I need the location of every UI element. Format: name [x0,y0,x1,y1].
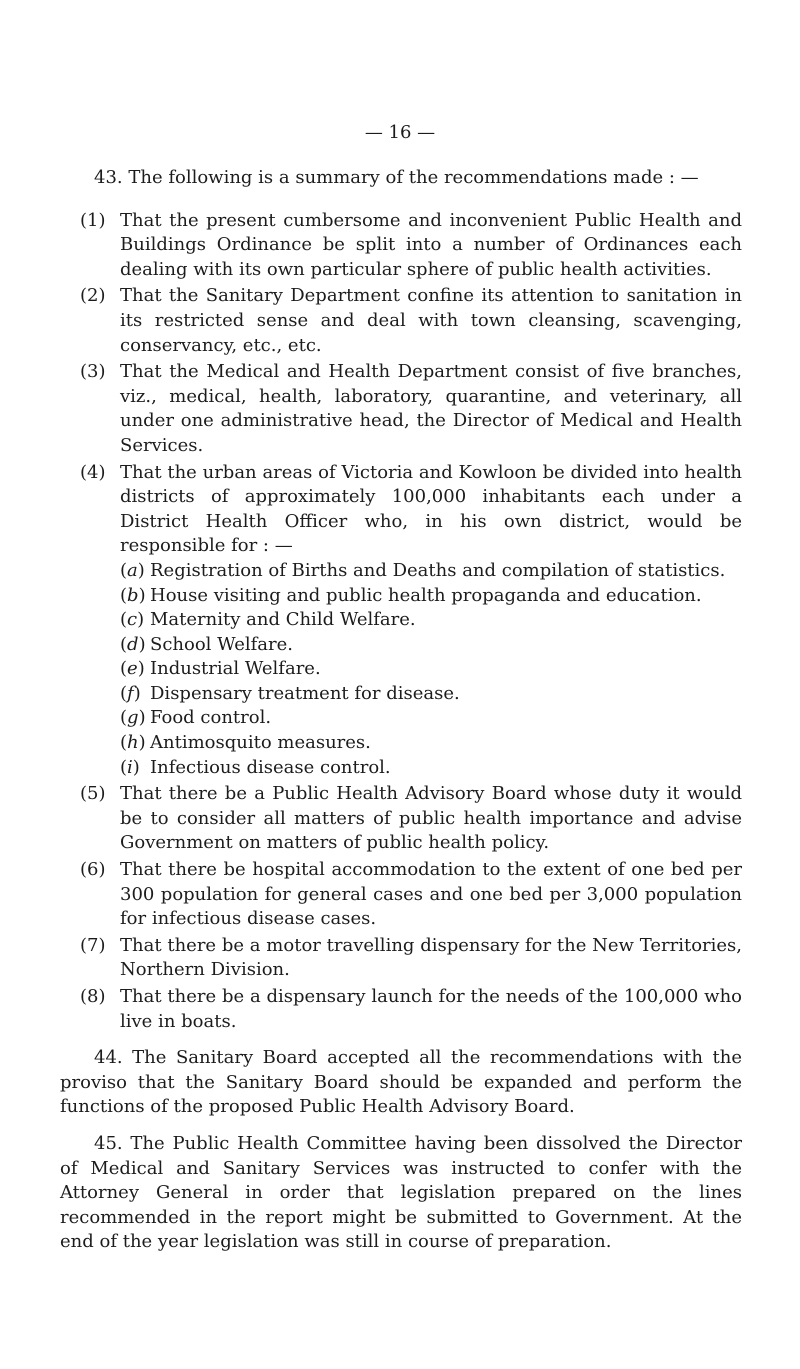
recommendation-item [60,284,742,358]
sub-item-letter: (i) [120,756,140,778]
paragraph-44: 44. The Sanitary Board accepted all the recommendations with the proviso that the Sanitary Board should be expanded and perform the functions of the proposed Public Health Advisory Board. [60,1047,742,1118]
sub-item-text: Maternity and Child Welfare. [150,609,416,631]
sub-item-letter: (b) [120,584,146,606]
sub-item-text: Dispensary treatment for disease. [150,682,460,704]
recommendation-item [60,360,742,458]
recommendation-number: (1) [80,209,106,231]
recommendation-item [60,985,742,1034]
recommendation-number: (6) [80,859,106,881]
sub-item-text: House visiting and public health propaganda and education. [150,584,702,606]
page-number: — 16 — [364,122,436,143]
recommendation-number: (8) [80,986,106,1007]
sub-item-text: Industrial Welfare. [150,658,321,680]
sub-item-letter: (e) [120,658,145,680]
sub-item-text: Food control. [150,707,272,729]
sub-item [120,559,742,584]
recommendation-number: (2) [80,285,106,307]
sub-item [120,706,742,731]
district-duties-list [120,559,742,780]
sub-item-text: Antimosquito measures. [150,732,371,754]
recommendations-list [60,209,742,1035]
sub-item-text: Infectious disease control. [150,756,391,778]
paragraph-45: 45. The Public Health Committee having been dissolved the Director of Medical and Sanitary Services was instructed to confer with the Attorney General in order that legislation prepared on the lines recommended in the report might be submitted to Government. At the end of the year legislation was still in course of preparation. [60,1132,742,1253]
recommendation-number: (5) [80,783,106,805]
recommendation-item [60,934,742,983]
recommendation-item [60,209,742,283]
sub-item [120,608,742,633]
sub-item-text: Registration of Births and Deaths and compilation of statistics. [150,559,726,581]
sub-item [120,633,742,658]
sub-item-letter: (h) [120,732,146,754]
recommendation-item [60,782,742,856]
sub-item-letter: (g) [120,707,146,729]
sub-item [120,657,742,682]
recommendation-text: That there be a motor travelling dispensary for the New Territories, Northern Division. [120,934,742,981]
paragraph-43-intro: 43. The following is a summary of the recommendations made : — [94,167,699,188]
recommendation-text: That there be a dispensary launch for the needs of the 100,000 who live in boats. [120,986,742,1032]
sub-item-text: School Welfare. [150,633,293,655]
recommendation-text: That the Sanitary Department confine its attention to sanitation in its restricted sense and deal with town cleansing, scavenging, conservancy, etc., etc. [120,285,742,356]
recommendation-number: (7) [80,934,106,956]
sub-item [120,584,742,609]
recommendation-item [60,461,742,781]
recommendation-text: That there be hospital accommodation to the extent of one bed per 300 population for general cases and one bed per 3,000 population for infectious disease cases. [120,859,742,930]
sub-item [120,682,742,707]
recommendation-item [60,858,742,932]
sub-item-letter: (c) [120,609,145,631]
sub-item-letter: (d) [120,633,146,655]
recommendation-text: That the urban areas of Victoria and Kowloon be divided into health districts of approximately 100,000 inhabitants each under a District Health Officer who, in his own district, would be responsible for : — [120,461,742,557]
recommendation-number: (4) [80,461,106,483]
sub-item [120,756,742,781]
recommendation-text: That there be a Public Health Advisory Board whose duty it would be to consider all matters of public health importance and advise Government on matters of public health policy. [120,783,742,854]
recommendation-text: That the Medical and Health Department consist of five branches, viz., medical, health, laboratory, quarantine, and veterinary, all under one administrative head, the Director of Medical and Health Services. [120,361,742,456]
sub-item-letter: (f) [120,682,141,704]
recommendation-text: That the present cumbersome and inconvenient Public Health and Buildings Ordinance be split into a number of Ordinances each dealing with its own particular sphere of public health activities. [120,209,742,280]
sub-item-letter: (a) [120,559,145,581]
recommendation-number: (3) [80,361,106,383]
sub-item [120,731,742,756]
